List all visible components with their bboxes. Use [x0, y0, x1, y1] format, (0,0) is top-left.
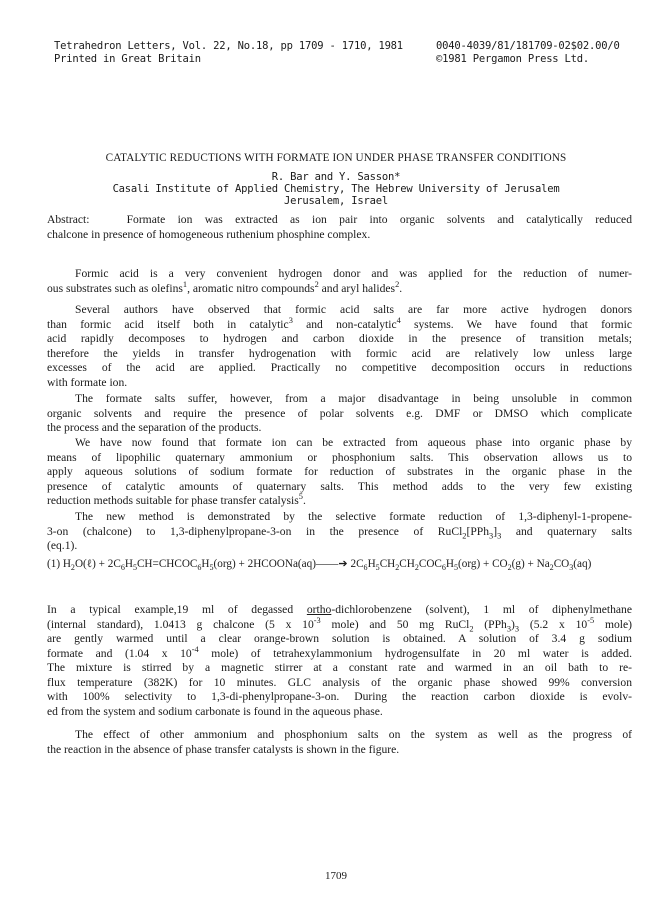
author-block: [0, 171, 672, 207]
text-line: Several authors have observed that formic acid salts are far more active hydrogen donors: [75, 303, 632, 316]
equation-line: (1) $H_2O(\ell)$ + $2C_6H_5CH=CHCOC_6H_5(org)$ + 2HCOONa(aq)——➔ $2C_6H_5CH_2CH_2COC_6H_5(org) + CO_2(g) + Na_2CO_3(aq)$: [47, 558, 592, 573]
text-line: ous substrates such as olefins$^1$, aromatic nitro compounds$^2$ and aryl halides$^2$.: [47, 279, 403, 295]
abstract-line: Abstract: Formate ion was extracted as ion pair into organic solvents and catalytically reduced: [47, 213, 632, 226]
paper-title: CATALYTIC REDUCTIONS WITH FORMATE ION UNDER PHASE TRANSFER CONDITIONS: [105, 152, 567, 164]
text-line: therefore the yields in transfer hydrogenation with formic acid are relatively low unless large: [47, 346, 632, 360]
paragraph-intro: [47, 267, 632, 296]
ortho-prefix: ortho: [306, 603, 332, 616]
text-line: (eq.1).: [47, 539, 78, 552]
paragraph-formate-salts: [47, 303, 632, 390]
text-line: Formic acid is a very convenient hydrogen donor and was applied for the reduction of numer-: [75, 267, 632, 280]
abstract-label: Abstract:: [47, 213, 90, 226]
paragraph-extraction: [47, 436, 632, 509]
reaction-equation: [47, 557, 632, 572]
text-line: means of lipophilic quaternary ammonium or phosphonium salts. This observation allows us to: [47, 450, 632, 464]
abstract: [47, 213, 632, 242]
copyright-line: ©1981 Pergamon Press Ltd.: [436, 53, 590, 65]
reference-mark: 4: [396, 315, 401, 325]
reference-mark: 2: [314, 279, 319, 289]
text-line: 3-on (chalcone) to 1,3-diphenylpropane-3-on in the presence of $RuCl_2[PPh_3]_3$ and quaternary salts: [47, 524, 632, 540]
text-line: the reaction in the absence of phase transfer catalysts is shown in the figure.: [47, 742, 400, 756]
text-line: excesses of the acid are applied. Practically no competitive decomposition occurs in reductions: [47, 361, 632, 374]
text-line: The new method is demonstrated by the selective formate reduction of 1,3-diphenyl-1-propene-: [75, 510, 632, 523]
reference-mark: 3: [288, 315, 293, 325]
text-line: reduction methods suitable for phase transfer catalysis$^5$.: [47, 492, 306, 507]
text-line: flux temperature (382K) for 10 minutes. GLC analysis of the organic phase showed 99% conversion: [47, 675, 632, 689]
text-line: the process and the separation of the products.: [47, 421, 262, 434]
paragraph-solubility: [47, 392, 632, 436]
text-line: The formate salts suffer, however, from a major disadvantage in being unsoluble in common: [75, 392, 632, 405]
text-line: The effect of other ammonium and phosphonium salts on the system as well as the progress of: [75, 728, 632, 741]
text-line: ed from the system and sodium carbonate is found in the aqueous phase.: [47, 704, 383, 718]
text-line: presence of catalytic amounts of quaternary salts. This method adds to the very few existing: [47, 479, 632, 493]
author-names: R. Bar and Y. Sasson*: [271, 171, 401, 183]
text-line: with 100% selectivity to 1,3-di-phenylpropane-3-on. During the reaction carbon dioxide is evolv-: [47, 690, 632, 703]
text-line: We have now found that formate ion can be extracted from aqueous phase into organic phase by: [75, 436, 632, 449]
reference-mark: 2: [395, 279, 400, 289]
reference-mark: 5: [298, 492, 303, 502]
text-line: than formic acid itself both in catalytic$^3$ and non-catalytic$^4$ systems. We have found that formic: [47, 315, 632, 331]
printed-in-line: Printed in Great Britain: [54, 53, 201, 65]
citation-line: Tetrahedron Letters, Vol. 22, No.18, pp 1709 - 1710, 1981: [54, 40, 403, 52]
paragraph-figure-reference: [47, 728, 632, 757]
text-line: are gently warmed until a clear orange-brown solution is obtained. A solution of 3.4 g sodium: [47, 632, 632, 645]
text-line: organic solvents and require the presence of polar solvents e.g. DMF or DMSO which complicate: [47, 406, 632, 420]
issn-code: 0040-4039/81/181709-02$02.00/0: [436, 40, 620, 52]
page-number: 1709: [325, 870, 347, 882]
abstract-line: chalcone in presence of homogeneous ruthenium phosphine complex.: [47, 227, 371, 241]
text-line: In a typical example,19 ml of degassed ortho-dichlorobenzene (solvent), 1 ml of diphenylmethane: [47, 603, 632, 616]
text-line: apply aqueous solutions of sodium formate for reduction of substrates in the organic phase in the: [47, 465, 632, 478]
paragraph-experimental: [47, 603, 632, 719]
author-institution: Casali Institute of Applied Chemistry, The Hebrew University of Jerusalem: [112, 183, 560, 195]
text-line: acid rapidly decomposes to hydrogen and carbon dioxide in the presence of transition metals;: [47, 332, 632, 345]
copyright-block: [436, 40, 620, 66]
text-line: with formate ion.: [47, 375, 128, 389]
journal-citation: [54, 40, 403, 66]
text-line: (internal standard), 1.0413 g chalcone (5 x $10^{-3}$ mole) and 50 mg RuCl$_2$ $(PPh_3)_3$ (5.2 x $10^{-5}$ mole): [47, 615, 632, 633]
text-line: The mixture is stirred by a magnetic stirrer at a constant rate and warmed in an oil bath to re-: [47, 661, 632, 674]
text-line: formate and (1.04 x $10^{-4}$ mole) of tetrahexylammonium hydrogensulfate in 20 ml water is added.: [47, 644, 632, 660]
paragraph-method: [47, 510, 632, 554]
reference-mark: 1: [182, 279, 188, 289]
author-city: Jerusalem, Israel: [283, 195, 389, 207]
